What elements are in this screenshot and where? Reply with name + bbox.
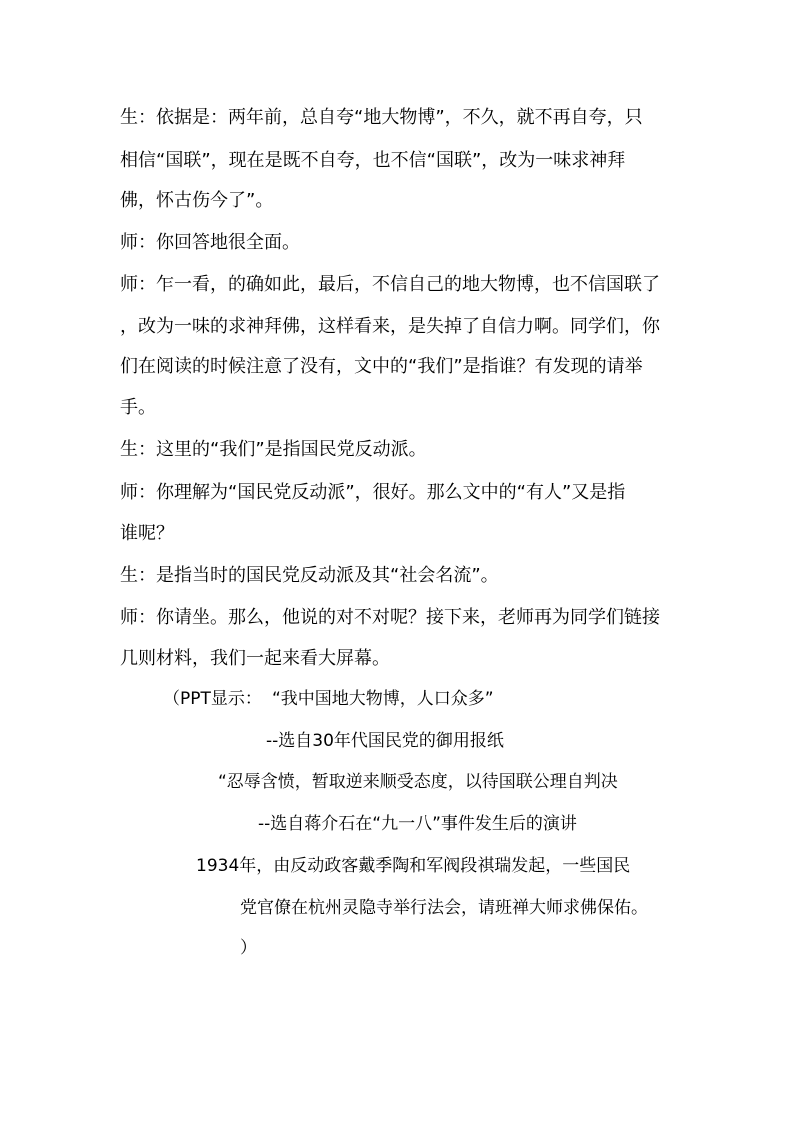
paragraph-line: 生：是指当时的国民党反动派及其“社会名流”。	[120, 565, 499, 586]
paragraph-line: 手。	[120, 397, 156, 418]
paragraph-line: 相信“国联”，现在是既不自夸，也不信“国联”，改为一味求神拜	[120, 150, 626, 171]
ppt-quote-1: “我中国地大物博，人口众多”	[272, 689, 494, 709]
paragraph-line: 师：乍一看，的确如此，最后，不信自己的地大物博，也不信国联了	[120, 274, 660, 295]
paragraph-line: 师：你理解为“国民党反动派”，很好。那么文中的“有人”又是指	[120, 482, 626, 503]
paragraph-line: 生：这里的“我们”是指国民党反动派。	[120, 439, 427, 460]
paragraph-line: 们在阅读的时候注意了没有，文中的“我们”是指谁？有发现的请举	[120, 356, 643, 377]
paragraph-line: 谁呢？	[120, 523, 174, 544]
ppt-closing: ）	[240, 938, 257, 958]
ppt-source-1: --选自30年代国民党的御用报纸	[266, 731, 504, 751]
paragraph-line: 生：依据是：两年前，总自夸“地大物博”，不久，就不再自夸，只	[120, 107, 643, 128]
paragraph-line: ，改为一味的求神拜佛，这样看来，是失掉了自信力啊。同学们，你	[120, 316, 660, 337]
ppt-source-2: --选自蒋介石在“九一八”事件发生后的演讲	[258, 814, 577, 834]
paragraph-line: 师：你回答地很全面。	[120, 232, 300, 253]
ppt-fact-line-2: 党官僚在杭州灵隐寺举行法会，请班禅大师求佛保佑。	[240, 898, 648, 918]
ppt-intro: （PPT显示：	[163, 689, 262, 709]
paragraph-line: 佛，怀古伤今了”。	[120, 190, 274, 211]
ppt-fact-line-1: 1934年，由反动政客戴季陶和军阀段祺瑞发起，一些国民	[196, 856, 631, 876]
paragraph-line: 几则材料，我们一起来看大屏幕。	[120, 648, 390, 669]
ppt-quote-2: “忍辱含愤，暂取逆来顺受态度，以待国联公理自判决	[218, 772, 618, 792]
paragraph-line: 师：你请坐。那么，他说的对不对呢？接下来，老师再为同学们链接	[120, 607, 660, 628]
